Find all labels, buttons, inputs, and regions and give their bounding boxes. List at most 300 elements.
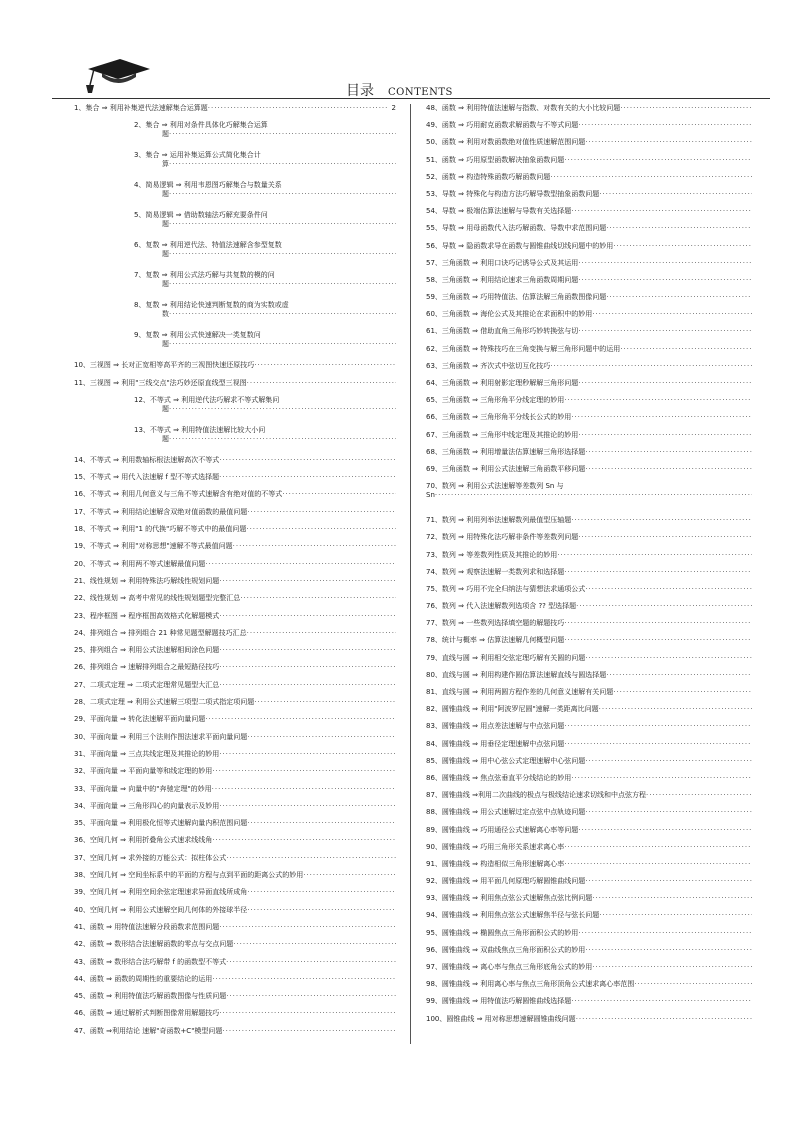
toc-entry-title: 64、三角函数 ⇒ 利用射影定理秒解解三角形问题 bbox=[426, 379, 579, 387]
toc-entry-title: 21、线性规划 ⇒ 利用特殊法巧解线性规划问题 bbox=[74, 576, 220, 585]
toc-entry-title: 93、圆锥曲线 ⇒ 利用焦点弦公式速解焦点弦比例问题 bbox=[426, 894, 593, 903]
leader-dots bbox=[205, 560, 396, 569]
leader-dots bbox=[585, 465, 752, 474]
leader-dots bbox=[592, 963, 752, 972]
toc-entry[interactable] bbox=[74, 888, 396, 905]
toc-entry-title: 15、不等式 ⇒ 用代入法速解 f 型不等式选择题 bbox=[74, 473, 220, 482]
toc-entry[interactable] bbox=[74, 594, 396, 611]
toc-entry[interactable] bbox=[426, 602, 752, 619]
toc-entry-title: 65、三角函数 ⇒ 三角形角平分线定理的妙用 bbox=[426, 396, 565, 405]
toc-entry-title: 3、集合 ⇒ 运用补集运算公式简化集合计 bbox=[134, 151, 261, 160]
toc-entry[interactable] bbox=[426, 791, 752, 808]
toc-entry[interactable] bbox=[426, 980, 752, 997]
toc-entry[interactable] bbox=[426, 465, 752, 482]
toc-entry[interactable] bbox=[426, 482, 752, 516]
leader-dots bbox=[169, 250, 396, 259]
toc-entry-title: 13、不等式 ⇒ 利用特值法速解比较大小问 bbox=[134, 425, 266, 434]
leader-dots bbox=[578, 276, 752, 285]
toc-entry[interactable] bbox=[74, 646, 396, 663]
leader-dots bbox=[564, 156, 752, 165]
toc-entry-title: 1、集合 ⇒ 利用补集逆代法速解集合运算题 bbox=[74, 104, 208, 112]
toc-entry[interactable] bbox=[426, 963, 752, 980]
leader-dots bbox=[226, 854, 396, 863]
leader-dots bbox=[578, 379, 752, 388]
toc-entry[interactable] bbox=[426, 242, 752, 259]
toc-entry-title: 7、复数 ⇒ 利用公式法巧解与共复数的模的问 bbox=[134, 271, 275, 280]
toc-entry[interactable] bbox=[426, 190, 752, 207]
toc-entry-title: 97、圆锥曲线 ⇒ 离心率与焦点三角形底角公式的妙用 bbox=[426, 963, 593, 971]
toc-entry-title: 45、函数 ⇒ 利用特值法巧解函数图像与性质问题 bbox=[74, 992, 227, 1001]
toc-entry[interactable] bbox=[426, 671, 752, 688]
toc-entry[interactable] bbox=[74, 542, 396, 559]
toc-entry-title: 82、圆锥曲线 ⇒ 利用"阿波罗尼圆"速解一类距离比问题 bbox=[426, 705, 599, 714]
toc-entry[interactable] bbox=[426, 568, 752, 585]
leader-dots bbox=[599, 705, 752, 714]
toc-entry-title: 29、平面向量 ⇒ 转化法速解平面向量问题 bbox=[74, 715, 206, 724]
toc-entry-title: 32、平面向量 ⇒ 平面向量等和线定理的妙用 bbox=[74, 767, 213, 776]
leader-dots bbox=[169, 160, 396, 169]
leader-dots bbox=[212, 767, 396, 776]
toc-entry[interactable] bbox=[426, 379, 752, 396]
leader-dots bbox=[576, 602, 752, 611]
toc-entry-title: 92、圆锥曲线 ⇒ 用平面几何原理巧解圆锥曲线问题 bbox=[426, 877, 586, 886]
leader-dots bbox=[557, 551, 752, 560]
toc-entry-title: 89、圆锥曲线 ⇒ 巧用通径公式速解离心率等问题 bbox=[426, 825, 579, 834]
toc-entry-title: 57、三角函数 ⇒ 利用口诀巧记诱导公式及其运用 bbox=[426, 258, 579, 267]
toc-entry-title-cont: 题 bbox=[162, 280, 169, 289]
leader-dots bbox=[634, 980, 752, 989]
toc-entry[interactable] bbox=[426, 259, 752, 276]
toc-entry-title: 83、圆锥曲线 ⇒ 用点差法速解与中点弦问题 bbox=[426, 722, 565, 731]
leader-dots bbox=[564, 568, 752, 577]
toc-entry-title: 52、函数 ⇒ 构造特殊函数巧解函数问题 bbox=[426, 172, 551, 181]
leader-dots bbox=[169, 405, 396, 414]
leader-dots bbox=[571, 413, 752, 422]
toc-entry-title: 86、圆锥曲线 ⇒ 焦点弦垂直平分线结论的妙用 bbox=[426, 773, 572, 782]
toc-entry-title: 12、不等式 ⇒ 利用逆代法巧解求不等式解集问 bbox=[134, 395, 280, 404]
leader-dots bbox=[578, 327, 752, 336]
toc-entry-title: 48、函数 ⇒ 利用特值法速解与指数、对数有关的大小比较问题 bbox=[426, 104, 621, 112]
leader-dots bbox=[247, 508, 396, 517]
leader-dots bbox=[578, 431, 752, 440]
toc-entry[interactable] bbox=[426, 585, 752, 602]
toc-entry[interactable] bbox=[74, 379, 396, 396]
column-divider bbox=[410, 104, 411, 1044]
toc-entry-title: 60、三角函数 ⇒ 海伦公式及其推论在求面积中的妙用 bbox=[426, 310, 593, 319]
leader-dots bbox=[254, 361, 396, 370]
toc-entry-title: 6、复数 ⇒ 利用逆代法、特值法速解含参型复数 bbox=[134, 241, 282, 250]
toc-entry-title: 99、圆锥曲线 ⇒ 用特值法巧解圆锥曲线选择题 bbox=[426, 997, 572, 1006]
toc-entry[interactable] bbox=[74, 836, 396, 853]
toc-entry-title: 42、函数 ⇒ 数形结合法速解函数的零点与交点问题 bbox=[74, 940, 234, 949]
leader-dots bbox=[585, 448, 752, 457]
leader-dots bbox=[247, 888, 396, 897]
leader-dots bbox=[233, 940, 396, 949]
leader-dots bbox=[606, 293, 752, 302]
toc-entry[interactable] bbox=[426, 138, 752, 155]
toc-entry[interactable] bbox=[426, 345, 752, 362]
toc-entry[interactable] bbox=[426, 516, 752, 533]
toc-entry[interactable] bbox=[74, 331, 396, 361]
toc-entry[interactable] bbox=[74, 958, 396, 975]
leader-dots bbox=[247, 629, 396, 638]
toc-entry-title: 38、空间几何 ⇒ 空间坐标系中的平面的方程与点到平面的距离公式的妙用 bbox=[74, 871, 304, 880]
toc-left-column bbox=[74, 104, 396, 1044]
toc-entry-title: 26、排列组合 ⇒ 速解排列组合之最短路径技巧 bbox=[74, 663, 220, 672]
leader-dots bbox=[576, 1015, 752, 1024]
toc-entry[interactable] bbox=[426, 533, 752, 550]
toc-entry-title-cont: 题 bbox=[162, 190, 169, 199]
toc-entry-title: 74、数列 ⇒ 观察法速解一类数列求和选择题 bbox=[426, 567, 565, 576]
toc-entry-title: 98、圆锥曲线 ⇒ 利用离心率与焦点三角形顶角公式速求离心率范围 bbox=[426, 980, 635, 989]
toc-entry-title: 24、排列组合 ⇒ 排列组合 21 种常见题型解题技巧汇总 bbox=[74, 628, 247, 637]
leader-dots bbox=[578, 533, 752, 542]
toc-entry-title: 73、数列 ⇒ 等差数列性质及其推论的妙用 bbox=[426, 550, 558, 559]
leader-dots bbox=[219, 646, 396, 655]
leader-dots bbox=[205, 715, 396, 724]
toc-entry[interactable] bbox=[74, 121, 396, 151]
toc-entry[interactable] bbox=[74, 802, 396, 819]
toc-entry[interactable] bbox=[426, 911, 752, 928]
toc-entry[interactable] bbox=[426, 860, 752, 877]
leader-dots bbox=[208, 104, 388, 113]
leader-dots bbox=[247, 906, 396, 915]
toc-entry-title: 63、三角函数 ⇒ 齐次式中弦切互化技巧 bbox=[426, 361, 551, 370]
toc-entry[interactable] bbox=[74, 906, 396, 923]
toc-entry-title: 5、简易逻辑 ⇒ 借助数轴法巧解充要条件问 bbox=[134, 211, 268, 220]
toc-entry-title: 30、平面向量 ⇒ 利用三个法则作图法速求平面向量问题 bbox=[74, 732, 248, 741]
toc-entry-title: 2、集合 ⇒ 利用对条件具体化巧解集合运算 bbox=[134, 121, 268, 130]
toc-entry-title: 41、函数 ⇒ 用特值法速解分段函数求范围问题 bbox=[74, 922, 220, 931]
toc-entry-title: 28、二项式定理 ⇒ 利用公式速解三项型二项式指定项问题 bbox=[74, 698, 255, 707]
toc-entry[interactable] bbox=[74, 1027, 396, 1044]
toc-entry-title: 9、复数 ⇒ 利用公式快速解决一类复数问 bbox=[134, 331, 261, 340]
leader-dots bbox=[564, 722, 752, 731]
toc-entry-title: 56、导数 ⇒ 隐函数求导在函数与圆锥曲线切线问题中的妙用 bbox=[426, 241, 614, 250]
toc-entry-title: 96、圆锥曲线 ⇒ 双曲线焦点三角形面积公式的妙用 bbox=[426, 945, 586, 954]
leader-dots bbox=[564, 860, 752, 869]
toc-entry[interactable] bbox=[74, 456, 396, 473]
leader-dots bbox=[550, 362, 752, 371]
toc-entry-title: 36、空间几何 ⇒ 利用折叠角公式速求线线角 bbox=[74, 836, 213, 845]
toc-entry[interactable] bbox=[74, 975, 396, 992]
toc-entry[interactable] bbox=[426, 362, 752, 379]
toc-entry[interactable] bbox=[74, 663, 396, 680]
toc-entry[interactable] bbox=[74, 854, 396, 871]
toc-entry[interactable] bbox=[74, 181, 396, 211]
toc-entry-title: 59、三角函数 ⇒ 巧用特值法、估算法解三角函数图像问题 bbox=[426, 293, 607, 302]
toc-entry[interactable] bbox=[426, 448, 752, 465]
toc-entry[interactable] bbox=[426, 722, 752, 739]
toc-entry[interactable] bbox=[426, 104, 752, 121]
leader-dots bbox=[219, 1009, 396, 1018]
page-title bbox=[346, 80, 453, 100]
leader-dots bbox=[219, 663, 396, 672]
toc-entry-title: 70、数列 ⇒ 利用公式法速解等差数列 Sn 与 bbox=[426, 482, 564, 491]
leader-dots bbox=[169, 435, 396, 444]
toc-entry-title-cont: 题 bbox=[162, 434, 169, 443]
toc-entry[interactable] bbox=[426, 997, 752, 1014]
toc-entry-title: 25、排列组合 ⇒ 利用公式法速解相间涂色问题 bbox=[74, 646, 220, 655]
toc-entry[interactable] bbox=[426, 276, 752, 293]
toc-entry-title: 72、数列 ⇒ 用特殊化法巧解非条件等差数列问题 bbox=[426, 533, 579, 542]
leader-dots bbox=[578, 826, 752, 835]
toc-entry[interactable] bbox=[426, 929, 752, 946]
toc-entry[interactable] bbox=[74, 396, 396, 426]
toc-entry[interactable] bbox=[426, 826, 752, 843]
toc-entry-title: 90、圆锥曲线 ⇒ 巧用三角形关系速求离心率 bbox=[426, 842, 565, 851]
leader-dots bbox=[578, 929, 752, 938]
leader-dots bbox=[613, 242, 752, 251]
leader-dots bbox=[564, 636, 752, 645]
toc-entry-title: 77、数列 ⇒ 一些数列选择填空题的解题技巧 bbox=[426, 619, 565, 628]
toc-entry-title: 8、复数 ⇒ 利用结论快速判断复数的商为实数或虚 bbox=[134, 301, 289, 310]
toc-entry-title: 100、圆锥曲线 ⇒ 用对称思想速解圆锥曲线问题 bbox=[426, 1014, 576, 1023]
leader-dots bbox=[219, 681, 396, 690]
leader-dots bbox=[646, 791, 752, 800]
leader-dots bbox=[169, 130, 396, 139]
toc-entry[interactable] bbox=[74, 508, 396, 525]
leader-dots bbox=[599, 190, 752, 199]
leader-dots bbox=[571, 207, 752, 216]
toc-entry[interactable] bbox=[426, 894, 752, 911]
leader-dots bbox=[233, 542, 396, 551]
toc-entry[interactable] bbox=[74, 785, 396, 802]
toc-entry[interactable] bbox=[426, 1015, 752, 1032]
toc-entry[interactable] bbox=[426, 551, 752, 568]
toc-entry[interactable] bbox=[74, 560, 396, 577]
toc-entry[interactable] bbox=[74, 819, 396, 836]
toc-entry-title: 75、数列 ⇒ 巧用不完全归纳法与猜想法求通项公式 bbox=[426, 584, 586, 593]
toc-entry-title: 37、空间几何 ⇒ 求外接的万能公式：拟柱体公式 bbox=[74, 853, 227, 862]
toc-entry[interactable] bbox=[74, 301, 396, 331]
toc-entry-title: 61、三角函数 ⇒ 借助直角三角形巧妙转换弦与切 bbox=[426, 327, 579, 336]
toc-entry-title: 53、导数 ⇒ 特殊化与构造方法巧解导数型抽象函数问题 bbox=[426, 189, 600, 198]
toc-entry[interactable] bbox=[74, 923, 396, 940]
toc-entry-title: 46、函数 ⇒ 通过解析式判断图像常用解题技巧 bbox=[74, 1009, 220, 1018]
leader-dots bbox=[169, 310, 396, 319]
toc-entry[interactable] bbox=[426, 224, 752, 241]
toc-entry[interactable] bbox=[426, 636, 752, 653]
toc-entry-title: 81、直线与圆 ⇒ 利用两圆方程作差的几何意义速解有关问题 bbox=[426, 688, 614, 696]
toc-entry-title: 95、圆锥曲线 ⇒ 椭圆焦点三角形面积公式的妙用 bbox=[426, 928, 579, 937]
toc-entry[interactable] bbox=[74, 473, 396, 490]
toc-entry-title: 14、不等式 ⇒ 利用数轴标根法速解高次不等式 bbox=[74, 455, 220, 464]
toc-entry-title: 78、统计与概率 ⇒ 估算法速解几何概型问题 bbox=[426, 636, 565, 645]
toc-entry[interactable] bbox=[74, 612, 396, 629]
toc-entry-title: 20、不等式 ⇒ 利用两不等式速解最值问题 bbox=[74, 559, 206, 568]
leader-dots bbox=[564, 396, 752, 405]
toc-entry-title: 33、平面向量 ⇒ 向量中的"奔驰定理"的妙用 bbox=[74, 784, 212, 793]
toc-entry-title: 31、平面向量 ⇒ 三点共线定理及其推论的妙用 bbox=[74, 749, 220, 758]
toc-entry[interactable] bbox=[74, 577, 396, 594]
leader-dots bbox=[247, 733, 396, 742]
toc-entry[interactable] bbox=[74, 733, 396, 750]
leader-dots bbox=[303, 871, 396, 880]
leader-dots bbox=[599, 911, 752, 920]
leader-dots bbox=[219, 750, 396, 759]
toc-entry[interactable] bbox=[74, 871, 396, 888]
toc-entry-title: 85、圆锥曲线 ⇒ 用中心弦公式定理速解中心弦问题 bbox=[426, 756, 586, 765]
toc-entry[interactable] bbox=[74, 525, 396, 542]
toc-entry[interactable] bbox=[426, 396, 752, 413]
toc-entry[interactable] bbox=[74, 151, 396, 181]
leader-dots bbox=[585, 808, 752, 817]
toc-entry-title-cont: 数 bbox=[162, 310, 169, 319]
leader-dots bbox=[571, 516, 752, 525]
leader-dots bbox=[585, 757, 752, 766]
page-number: 2 bbox=[391, 104, 396, 112]
toc-entry[interactable] bbox=[426, 413, 752, 430]
toc-entry-title-cont: 题 bbox=[162, 220, 169, 229]
toc-entry-title: 54、导数 ⇒ 极端估算法速解与导数有关选择题 bbox=[426, 207, 572, 216]
toc-entry[interactable] bbox=[426, 808, 752, 825]
toc-entry[interactable] bbox=[74, 681, 396, 698]
toc-entry[interactable] bbox=[426, 121, 752, 138]
toc-entry[interactable] bbox=[426, 207, 752, 224]
toc-entry-title: 35、平面向量 ⇒ 利用极化恒等式速解向量内积范围问题 bbox=[74, 819, 248, 828]
leader-dots bbox=[585, 585, 752, 594]
toc-entry[interactable] bbox=[74, 1009, 396, 1026]
toc-entry-title: 55、导数 ⇒ 用母函数代入法巧解函数、导数中求范围问题 bbox=[426, 224, 607, 233]
leader-dots bbox=[550, 173, 752, 182]
toc-entry[interactable] bbox=[426, 740, 752, 757]
toc-entry-title: 68、三角函数 ⇒ 利用增量法估算速解三角形选择题 bbox=[426, 447, 586, 456]
title-en: CONTENTS bbox=[388, 87, 453, 98]
toc-entry-title: 80、直线与圆 ⇒ 利用构建作圆估算法速解直线与圆选择题 bbox=[426, 670, 607, 679]
toc-entry[interactable] bbox=[426, 774, 752, 791]
toc-entry[interactable] bbox=[426, 688, 752, 705]
leader-dots bbox=[169, 220, 396, 229]
toc-entry-title-cont: 题 bbox=[162, 404, 169, 413]
leader-dots bbox=[219, 577, 396, 586]
leader-dots bbox=[219, 473, 396, 482]
toc-entry[interactable] bbox=[426, 877, 752, 894]
toc-entry[interactable] bbox=[74, 698, 396, 715]
toc-entry-title: 69、三角函数 ⇒ 利用公式法速解三角函数平移问题 bbox=[426, 464, 586, 473]
leader-dots bbox=[212, 785, 396, 794]
toc-entry[interactable] bbox=[74, 490, 396, 507]
toc-entry[interactable] bbox=[74, 767, 396, 784]
toc-entry-title-cont: Sn bbox=[426, 491, 435, 500]
leader-dots bbox=[226, 958, 396, 967]
toc-entry-title-cont: 题 bbox=[162, 340, 169, 349]
leader-dots bbox=[585, 138, 752, 147]
toc-entry-title: 23、程序框图 ⇒ 程序框图高效格式化解题模式 bbox=[74, 611, 220, 620]
leader-dots bbox=[564, 619, 752, 628]
toc-entry-title: 79、直线与圆 ⇒ 利用相交弦定理巧解有关圆的问题 bbox=[426, 653, 586, 662]
leader-dots bbox=[219, 802, 396, 811]
toc-entry[interactable] bbox=[426, 946, 752, 963]
toc-entry[interactable] bbox=[426, 293, 752, 310]
leader-dots bbox=[620, 104, 752, 113]
leader-dots bbox=[585, 946, 752, 955]
toc-entry-title-cont: 算 bbox=[162, 160, 169, 169]
toc-entry-title: 11、三视图 ⇒ 利用"三线交点"法巧妙还原直线型三视图 bbox=[74, 378, 247, 387]
toc-entry[interactable] bbox=[74, 104, 396, 121]
leader-dots bbox=[282, 490, 396, 499]
toc-entry[interactable] bbox=[74, 361, 396, 378]
toc-entry[interactable] bbox=[74, 715, 396, 732]
toc-entry[interactable] bbox=[74, 211, 396, 241]
toc-entry[interactable] bbox=[426, 619, 752, 636]
leader-dots bbox=[564, 740, 752, 749]
leader-dots bbox=[212, 836, 396, 845]
toc-entry-title: 67、三角函数 ⇒ 三角形中线定理及其推论的妙用 bbox=[426, 430, 579, 439]
toc-entry[interactable] bbox=[74, 426, 396, 456]
toc-entry[interactable] bbox=[74, 750, 396, 767]
toc-entry-title: 66、三角函数 ⇒ 三角形角平分线长公式的妙用 bbox=[426, 413, 572, 422]
toc-entry-title: 39、空间几何 ⇒ 利用空间余弦定理速求异面直线所成角 bbox=[74, 888, 248, 897]
toc-entry[interactable] bbox=[74, 241, 396, 271]
leader-dots bbox=[578, 121, 752, 130]
toc-entry-title: 10、三视图 ⇒ 长对正宽相等高平齐的三视图快速还原技巧 bbox=[74, 361, 255, 370]
leader-dots bbox=[247, 379, 396, 388]
toc-entry-title: 43、函数 ⇒ 数形结合法巧解带 f 的函数型不等式 bbox=[74, 957, 227, 966]
leader-dots bbox=[240, 594, 396, 603]
leader-dots bbox=[564, 843, 752, 852]
toc-entry-title: 49、函数 ⇒ 巧用耐克函数求解函数与不等式问题 bbox=[426, 121, 579, 130]
leader-dots bbox=[620, 345, 752, 354]
toc-entry[interactable] bbox=[74, 271, 396, 301]
toc-entry-title: 50、函数 ⇒ 利用对数函数绝对值性质速解范围问题 bbox=[426, 138, 586, 147]
toc-entry[interactable] bbox=[74, 992, 396, 1009]
toc-entry-title: 19、不等式 ⇒ 利用"对称思想"速解不等式最值问题 bbox=[74, 542, 233, 551]
leader-dots bbox=[246, 525, 396, 534]
toc-entry[interactable] bbox=[426, 156, 752, 173]
leader-dots bbox=[212, 975, 396, 984]
toc-entry-title: 4、简易逻辑 ⇒ 利用韦恩图巧解集合与数量关系 bbox=[134, 181, 282, 190]
toc-right-column bbox=[426, 104, 752, 1032]
toc-entry[interactable] bbox=[426, 310, 752, 327]
toc-entry-title: 47、函数 ⇒利用结论 速解"奇函数+C"模型问题 bbox=[74, 1026, 223, 1035]
leader-dots bbox=[592, 310, 752, 319]
toc-entry-title: 71、数列 ⇒ 利用列举法速解数列最值型压轴题 bbox=[426, 516, 572, 525]
toc-entry-title: 91、圆锥曲线 ⇒ 构造相似三角形速解离心率 bbox=[426, 859, 565, 868]
leader-dots bbox=[578, 259, 752, 268]
leader-dots bbox=[169, 340, 396, 349]
leader-dots bbox=[585, 654, 752, 663]
toc-entry-title-cont: 题 bbox=[162, 130, 169, 139]
toc-entry[interactable] bbox=[74, 940, 396, 957]
toc-entry[interactable] bbox=[74, 629, 396, 646]
toc-entry-title: 94、圆锥曲线 ⇒ 利用焦点弦公式速解焦半径与弦长问题 bbox=[426, 911, 600, 920]
toc-entry-title: 22、线性规划 ⇒ 高考中常见的线性规划题型完整汇总 bbox=[74, 594, 241, 603]
toc-entry[interactable] bbox=[426, 327, 752, 344]
leader-dots bbox=[435, 491, 752, 500]
toc-entry[interactable] bbox=[426, 705, 752, 722]
leader-dots bbox=[592, 894, 752, 903]
toc-entry-title-cont: 题 bbox=[162, 250, 169, 259]
toc-entry[interactable] bbox=[426, 431, 752, 448]
toc-entry[interactable] bbox=[426, 173, 752, 190]
toc-entry-title: 58、三角函数 ⇒ 利用结论速求三角函数周期问题 bbox=[426, 275, 579, 284]
leader-dots bbox=[571, 774, 752, 783]
leader-dots bbox=[571, 997, 752, 1006]
leader-dots bbox=[247, 819, 396, 828]
leader-dots bbox=[219, 456, 396, 465]
toc-entry[interactable] bbox=[426, 757, 752, 774]
toc-entry-title: 76、数列 ⇒ 代入法速解数列选项含 ?? 型选择题 bbox=[426, 602, 577, 611]
toc-entry[interactable] bbox=[426, 654, 752, 671]
title-cn: 目录 bbox=[346, 83, 374, 99]
toc-entry-title: 34、平面向量 ⇒ 三角形四心的向量表示及妙用 bbox=[74, 801, 220, 810]
toc-entry-title: 84、圆锥曲线 ⇒ 用垂径定理速解中点弦问题 bbox=[426, 739, 565, 748]
leader-dots bbox=[613, 688, 752, 697]
toc-entry[interactable] bbox=[426, 843, 752, 860]
toc-entry-title: 17、不等式 ⇒ 利用结论速解含双绝对值函数的最值问题 bbox=[74, 507, 248, 516]
leader-dots bbox=[226, 992, 396, 1001]
